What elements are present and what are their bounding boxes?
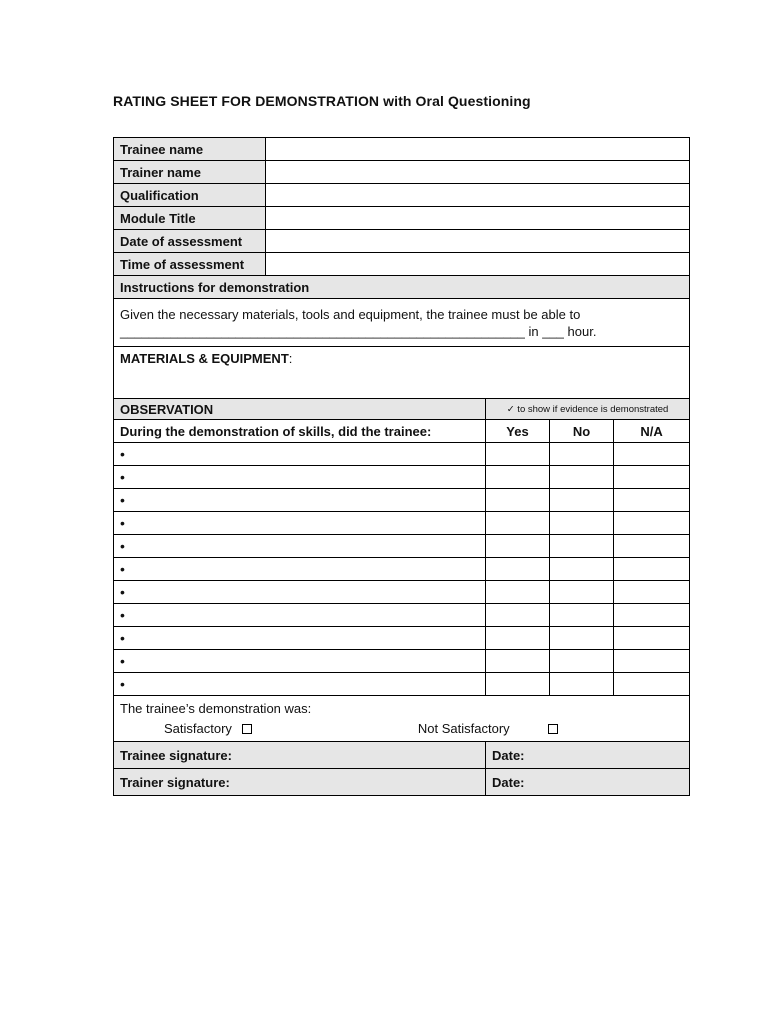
info-row-qualification bbox=[114, 184, 690, 207]
trainer-signature-field[interactable] bbox=[114, 769, 486, 796]
observation-item[interactable]: • bbox=[114, 650, 486, 673]
observation-item[interactable]: • bbox=[114, 558, 486, 581]
observation-row bbox=[114, 627, 690, 650]
no-cell[interactable] bbox=[550, 443, 614, 466]
yes-cell[interactable] bbox=[486, 535, 550, 558]
observation-row bbox=[114, 581, 690, 604]
info-row-trainee-name bbox=[114, 138, 690, 161]
no-cell[interactable] bbox=[550, 581, 614, 604]
col-header-no: No bbox=[550, 420, 614, 443]
field-trainer-name[interactable] bbox=[266, 161, 690, 184]
trainer-signature-date[interactable] bbox=[486, 769, 690, 796]
observation-item[interactable]: • bbox=[114, 489, 486, 512]
no-cell[interactable] bbox=[550, 466, 614, 489]
yes-cell[interactable] bbox=[486, 558, 550, 581]
label-trainee-name: Trainee name bbox=[114, 138, 266, 161]
col-header-yes: Yes bbox=[486, 420, 550, 443]
title-main: RATING SHEET FOR DEMONSTRATION bbox=[113, 93, 380, 109]
no-cell[interactable] bbox=[550, 650, 614, 673]
yes-cell[interactable] bbox=[486, 512, 550, 535]
na-cell[interactable] bbox=[614, 581, 690, 604]
field-qualification[interactable] bbox=[266, 184, 690, 207]
observation-row bbox=[114, 558, 690, 581]
observation-row bbox=[114, 673, 690, 696]
observation-item[interactable]: • bbox=[114, 627, 486, 650]
yes-cell[interactable] bbox=[486, 466, 550, 489]
not-satisfactory-label: Not Satisfactory bbox=[417, 721, 510, 736]
materials-suffix: : bbox=[288, 351, 293, 366]
trainee-signature-field[interactable] bbox=[114, 742, 486, 769]
observation-item[interactable]: • bbox=[114, 512, 486, 535]
demonstration-result bbox=[114, 696, 690, 742]
observation-note: ✓ to show if evidence is demonstrated bbox=[486, 399, 690, 420]
label-date-of-assessment: Date of assessment bbox=[114, 230, 266, 253]
label-qualification: Qualification bbox=[114, 184, 266, 207]
rating-sheet-table bbox=[113, 137, 690, 796]
no-cell[interactable] bbox=[550, 558, 614, 581]
instructions-header: Instructions for demonstration bbox=[114, 276, 690, 299]
title-tail: with Oral Questioning bbox=[383, 93, 531, 109]
not-satisfactory-checkbox[interactable] bbox=[548, 724, 558, 734]
no-cell[interactable] bbox=[550, 512, 614, 535]
field-time-of-assessment[interactable] bbox=[266, 253, 690, 276]
observation-row bbox=[114, 535, 690, 558]
na-cell[interactable] bbox=[614, 512, 690, 535]
yes-cell[interactable] bbox=[486, 443, 550, 466]
observation-row bbox=[114, 466, 690, 489]
observation-item[interactable]: • bbox=[114, 673, 486, 696]
yes-cell[interactable] bbox=[486, 650, 550, 673]
field-trainee-name[interactable] bbox=[266, 138, 690, 161]
yes-cell[interactable] bbox=[486, 627, 550, 650]
info-row-trainer-name bbox=[114, 161, 690, 184]
trainee-signature-date[interactable] bbox=[486, 742, 690, 769]
field-date-of-assessment[interactable] bbox=[266, 230, 690, 253]
instructions-line-2: ________________________________________________________ in ___ hour. bbox=[120, 323, 597, 339]
satisfactory-label: Satisfactory bbox=[164, 721, 232, 736]
na-cell[interactable] bbox=[614, 558, 690, 581]
na-cell[interactable] bbox=[614, 650, 690, 673]
trainer-signature-label: Trainer signature: bbox=[120, 774, 230, 790]
observation-header: OBSERVATION bbox=[114, 399, 486, 420]
observation-item[interactable]: • bbox=[114, 466, 486, 489]
instructions-line-1: Given the necessary materials, tools and equipment, the trainee must be able to bbox=[120, 306, 581, 322]
na-cell[interactable] bbox=[614, 466, 690, 489]
observation-row bbox=[114, 489, 690, 512]
na-cell[interactable] bbox=[614, 535, 690, 558]
observation-item[interactable]: • bbox=[114, 535, 486, 558]
observation-question: During the demonstration of skills, did the trainee: bbox=[114, 420, 486, 443]
label-module-title: Module Title bbox=[114, 207, 266, 230]
col-header-na: N/A bbox=[614, 420, 690, 443]
na-cell[interactable] bbox=[614, 604, 690, 627]
observation-item[interactable]: • bbox=[114, 581, 486, 604]
observation-item[interactable]: • bbox=[114, 604, 486, 627]
result-prompt: The trainee’s demonstration was: bbox=[120, 701, 312, 716]
info-row-module-title bbox=[114, 207, 690, 230]
label-trainer-name: Trainer name bbox=[114, 161, 266, 184]
yes-cell[interactable] bbox=[486, 581, 550, 604]
na-cell[interactable] bbox=[614, 673, 690, 696]
na-cell[interactable] bbox=[614, 627, 690, 650]
observation-item[interactable]: • bbox=[114, 443, 486, 466]
no-cell[interactable] bbox=[550, 673, 614, 696]
observation-row bbox=[114, 650, 690, 673]
yes-cell[interactable] bbox=[486, 489, 550, 512]
page-title bbox=[113, 93, 531, 109]
satisfactory-checkbox[interactable] bbox=[242, 724, 252, 734]
na-cell[interactable] bbox=[614, 443, 690, 466]
materials-label: MATERIALS & EQUIPMENT bbox=[120, 351, 289, 366]
no-cell[interactable] bbox=[550, 627, 614, 650]
no-cell[interactable] bbox=[550, 489, 614, 512]
observation-row bbox=[114, 512, 690, 535]
no-cell[interactable] bbox=[550, 604, 614, 627]
no-cell[interactable] bbox=[550, 535, 614, 558]
yes-cell[interactable] bbox=[486, 673, 550, 696]
info-row-time-of-assessment bbox=[114, 253, 690, 276]
yes-cell[interactable] bbox=[486, 604, 550, 627]
trainer-date-label: Date: bbox=[492, 774, 525, 790]
trainee-date-label: Date: bbox=[492, 747, 525, 763]
label-time-of-assessment: Time of assessment bbox=[114, 253, 266, 276]
na-cell[interactable] bbox=[614, 489, 690, 512]
info-row-date-of-assessment bbox=[114, 230, 690, 253]
trainee-signature-label: Trainee signature: bbox=[120, 747, 232, 763]
materials-equipment-section[interactable] bbox=[114, 347, 690, 399]
field-module-title[interactable] bbox=[266, 207, 690, 230]
instructions-text bbox=[114, 299, 690, 347]
observation-row bbox=[114, 443, 690, 466]
observation-row bbox=[114, 604, 690, 627]
